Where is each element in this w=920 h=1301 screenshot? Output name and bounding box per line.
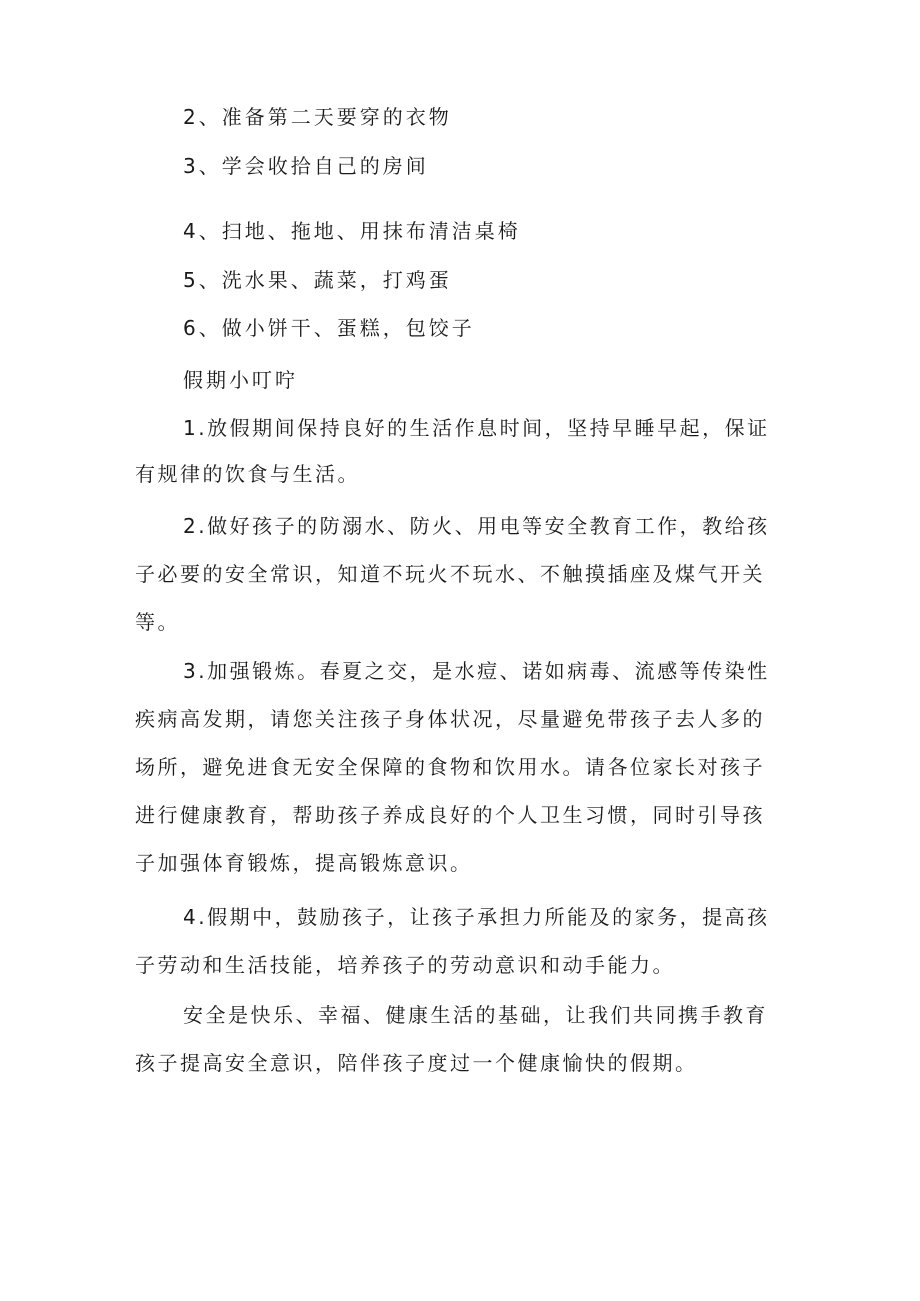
paragraph-line: 有规律的饮食与生活。 <box>135 462 360 486</box>
chore-item: 5、洗水果、蔬菜，打鸡蛋 <box>183 268 452 292</box>
paragraph-line: 3.加强锻炼。春夏之交，是水痘、诺如病毒、流感等传染性 <box>183 659 770 683</box>
paragraph-line: 子加强体育锻炼，提高锻炼意识。 <box>135 851 473 875</box>
paragraph-line: 1.放假期间保持良好的生活作息时间，坚持早睡早起，保证 <box>183 416 770 440</box>
paragraph-line: 安全是快乐、幸福、健康生活的基础，让我们共同携手教育 <box>183 1003 768 1027</box>
paragraph-line: 子劳动和生活技能，培养孩子的劳动意识和动手能力。 <box>135 953 675 977</box>
paragraph-line: 等。 <box>135 610 180 634</box>
paragraph-line: 子必要的安全常识，知道不玩火不玩水、不触摸插座及煤气开关 <box>135 562 765 586</box>
paragraph-line: 场所，避免进食无安全保障的食物和饮用水。请各位家长对孩子 <box>135 755 765 779</box>
paragraph-line: 孩子提高安全意识，陪伴孩子度过一个健康愉快的假期。 <box>135 1051 698 1075</box>
chore-item: 3、学会收拾自己的房间 <box>183 154 429 178</box>
paragraph-line: 2.做好孩子的防溺水、防火、用电等安全教育工作，教给孩 <box>183 514 770 538</box>
chore-item: 2、准备第二天要穿的衣物 <box>183 105 452 129</box>
chore-item: 4、扫地、拖地、用抹布清洁桌椅 <box>183 219 521 243</box>
section-title: 假期小叮咛 <box>183 368 298 392</box>
paragraph-line: 4.假期中，鼓励孩子，让孩子承担力所能及的家务，提高孩 <box>183 905 770 929</box>
paragraph-line: 进行健康教育，帮助孩子养成良好的个人卫生习惯，同时引导孩 <box>135 803 765 827</box>
chore-item: 6、做小饼干、蛋糕，包饺子 <box>183 316 475 340</box>
paragraph-line: 疾病高发期，请您关注孩子身体状况，尽量避免带孩子去人多的 <box>135 707 765 731</box>
